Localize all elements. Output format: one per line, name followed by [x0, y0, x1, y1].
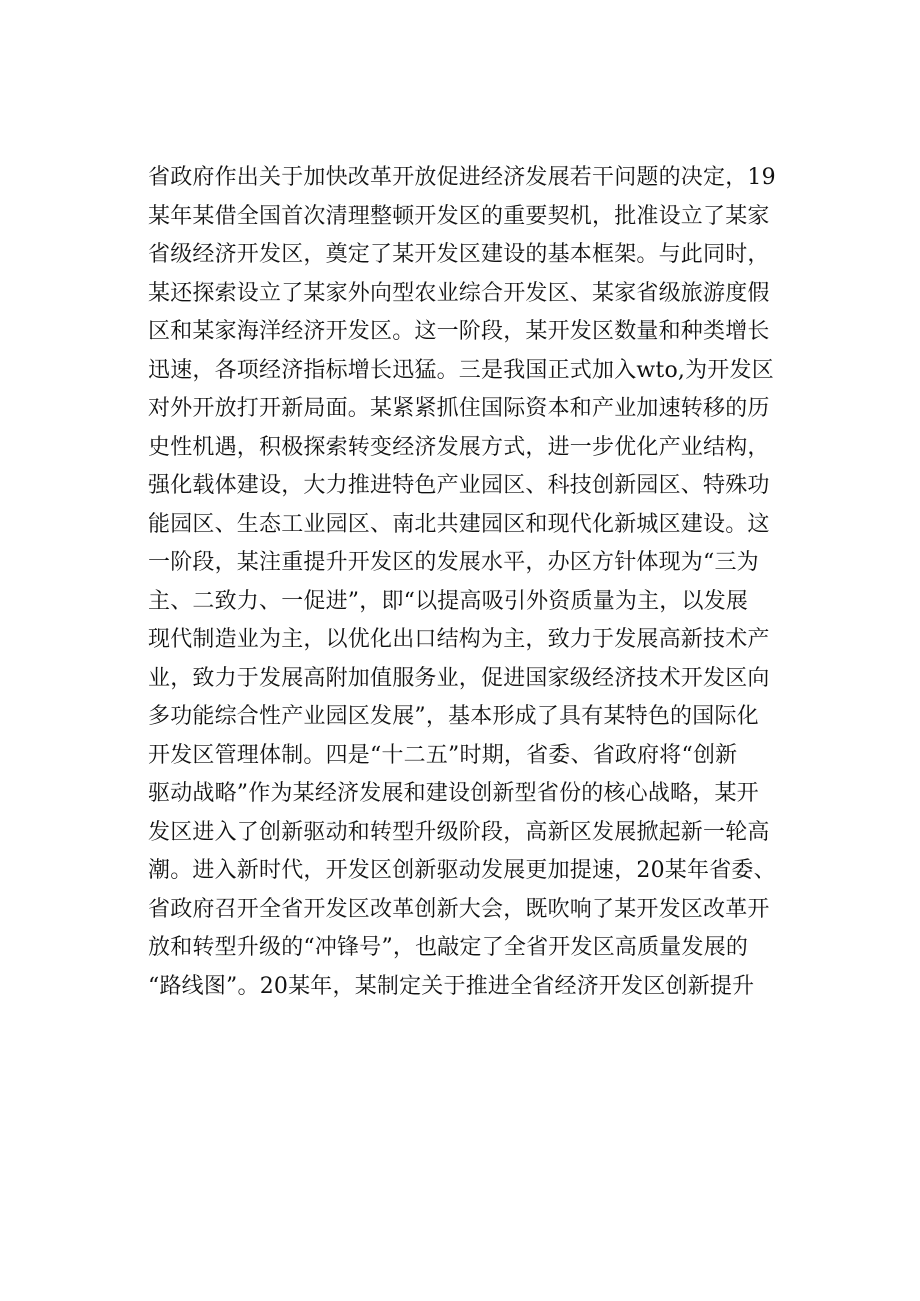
text-line: 开发区管理体制。四是“十二五”时期，省委、省政府将“创新: [148, 742, 738, 768]
text-line: 现代制造业为主，以优化出口结构为主，致力于发展高新技术产: [148, 627, 770, 652]
text-line: 省级经济开发区，奠定了某开发区建设的基本框架。与此同时，: [148, 242, 770, 267]
text-line: 主、二致力、一促进”，即“以提高吸引外资质量为主，以发展: [148, 588, 749, 614]
text-line: 潮。进入新时代，开发区创新驱动发展更加提速，20某年省委、: [148, 858, 776, 883]
text-line: 驱动战略”作为某经济发展和建设创新型省份的核心战略，某开: [148, 781, 759, 806]
text-line: 业，致力于发展高附加值服务业，促进国家级经济技术开发区向: [148, 665, 770, 691]
text-line: 多功能综合性产业园区发展”，基本形成了具有某特色的国际化: [148, 704, 759, 729]
text-line: 迅速，各项经济指标增长迅猛。三是我国正式加入wto,为开发区: [148, 357, 774, 383]
text-line: 对外开放打开新局面。某紧紧抓住国际资本和产业加速转移的历: [148, 396, 770, 421]
text-line: 一阶段，某注重提升开发区的发展水平，办区方针体现为“三为: [148, 550, 759, 575]
body-paragraph: [148, 159, 808, 1006]
text-line: 强化载体建设，大力推进特色产业园区、科技创新园区、特殊功: [148, 473, 770, 498]
text-line: “路线图”。20某年，某制定关于推进全省经济开发区创新提升: [148, 973, 755, 999]
text-line: 发区进入了创新驱动和转型升级阶段，高新区发展掀起新一轮高: [148, 819, 770, 845]
text-line: 某还探索设立了某家外向型农业综合开发区、某家省级旅游度假: [148, 280, 770, 306]
text-line: 省政府作出关于加快改革开放促进经济发展若干问题的决定，19: [148, 165, 776, 190]
text-line: 某年某借全国首次清理整顿开发区的重要契机，批准设立了某家: [148, 203, 770, 229]
text-line: 放和转型升级的“冲锋号”，也敲定了全省开发区高质量发展的: [148, 935, 749, 960]
text-line: 史性机遇，积极探索转变经济发展方式，进一步优化产业结构，: [148, 434, 770, 460]
text-line: 区和某家海洋经济开发区。这一阶段，某开发区数量和种类增长: [148, 319, 770, 344]
text-line: 省政府召开全省开发区改革创新大会，既吹响了某开发区改革开: [148, 896, 770, 922]
text-line: 能园区、生态工业园区、南北共建园区和现代化新城区建设。这: [148, 511, 770, 537]
